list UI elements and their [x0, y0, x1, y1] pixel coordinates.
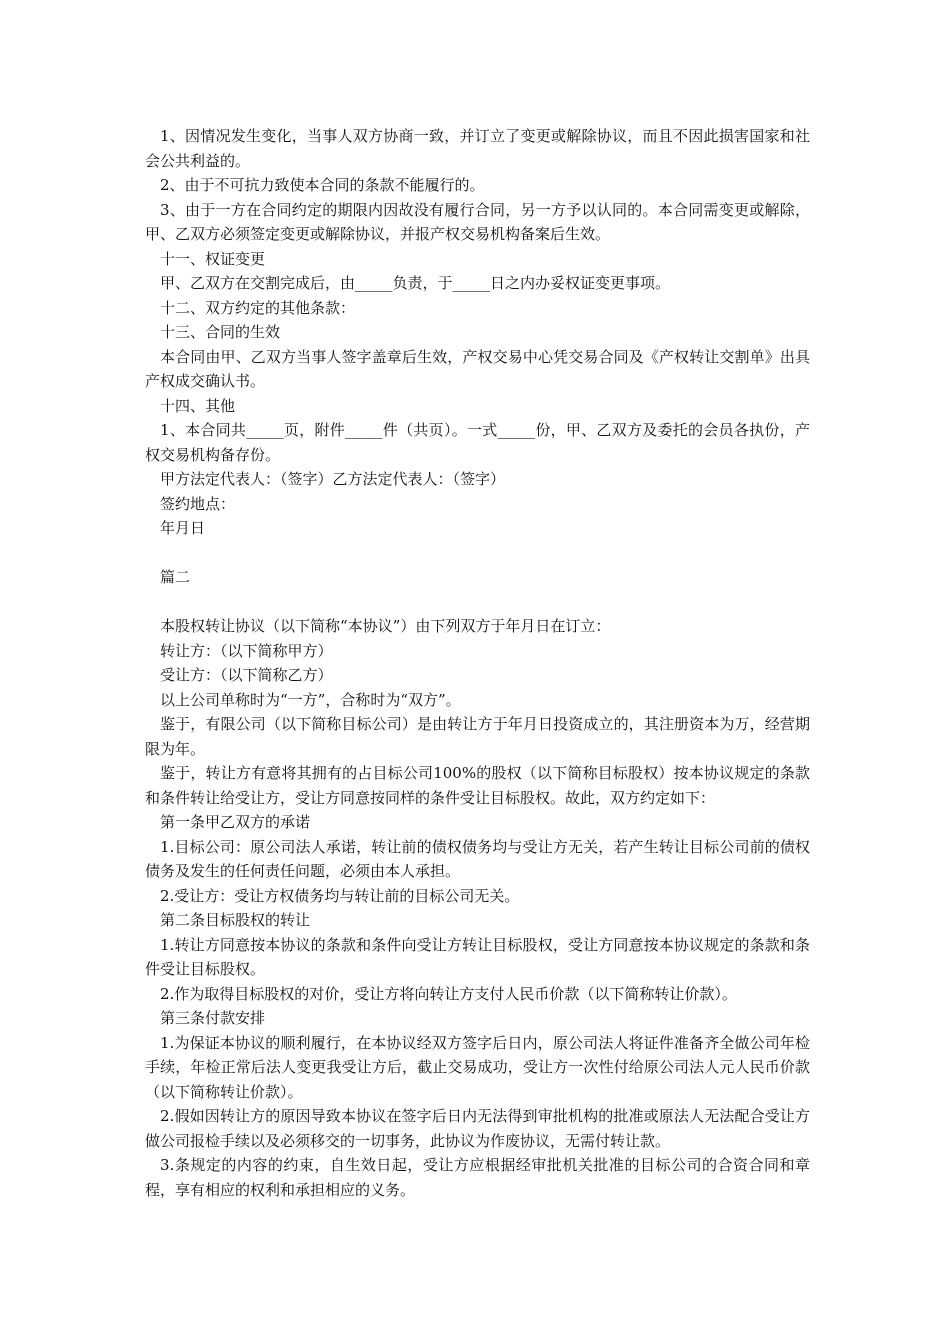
paragraph-15: 1.为保证本协议的顺利履行，在本协议经双方签字后日内，原公司法人将证件准备齐全做公司年检手续，年检正常后法人变更我受让方后，截止交易成功，受让方一次性付给原公司法人元人民币价款（以下简称转让价款）。 — [145, 1033, 810, 1101]
paragraph-8: 以上公司单称时为“一方”，合称时为“双方”。 — [160, 690, 461, 709]
section-heading-13: 十三、合同的生效 — [160, 323, 281, 341]
paragraph-9: 鉴于，有限公司（以下简称目标公司）是由转让方于年月日投资成立的，其注册资本为万，经营期限为年。 — [145, 715, 810, 758]
paragraph-2: 2、由于不可抗力致使本合同的条款不能履行的。 — [160, 176, 485, 194]
section-heading-12: 十二、双方约定的其他条款： — [160, 298, 356, 317]
spacer — [145, 541, 810, 566]
paragraph-1: 1、因情况发生变化，当事人双方协商一致，并订立了变更或解除协议，而且不因此损害国家和社会公共利益的。 — [145, 127, 810, 170]
signature-line: 甲方法定代表人：（签字）乙方法定代表人：（签字） — [160, 470, 506, 488]
paragraph-4: 甲、乙双方在交割完成后，由_____负责，于_____日之内办妥权证变更事项。 — [160, 274, 671, 292]
paragraph-3: 3、由于一方在合同约定的期限内因故没有履行合同，另一方予以认同的。本合同需变更或解除，甲、乙双方必须签定变更或解除协议，并报产权交易机构备案后生效。 — [145, 200, 810, 243]
paragraph-5: 本合同由甲、乙双方当事人签字盖章后生效，产权交易中心凭交易合同及《产权转让交割单》出具产权成交确认书。 — [145, 347, 810, 390]
paragraph-16: 2.假如因转让方的原因导致本协议在签字后日内无法得到审批机构的批准或原法人无法配合受让方做公司报检手续以及必须移交的一切事务，此协议为作废协议，无需付转让款。 — [145, 1107, 810, 1150]
paragraph-7: 本股权转让协议（以下简称“本协议”）由下列双方于年月日在订立： — [160, 617, 611, 635]
article-heading-3: 第三条付款安排 — [160, 1009, 266, 1027]
paragraph-6: 1、本合同共_____页，附件_____件（共页）。一式_____份，甲、乙双方及委托的会员各执份，产权交易机构备存份。 — [145, 421, 810, 464]
signing-date: 年月日 — [160, 519, 206, 537]
article-heading-2: 第二条目标股权的转让 — [160, 911, 311, 929]
paragraph-10: 鉴于，转让方有意将其拥有的占目标公司100%的股权（以下简称目标股权）按本协议规定的条款和条件转让给受让方，受让方同意按同样的条件受让目标股权。故此，双方约定如下： — [145, 764, 810, 807]
transferor-line: 转让方：（以下简称甲方） — [160, 641, 333, 660]
paragraph-11: 1.目标公司：原公司法人承诺，转让前的债权债务均与受让方无关，若产生转让目标公司前的债权债务及发生的任何责任问题，必须由本人承担。 — [145, 837, 810, 880]
paragraph-12: 2.受让方：受让方权债务均与转让前的目标公司无关。 — [160, 886, 520, 905]
section-heading-11: 十一、权证变更 — [160, 249, 266, 268]
spacer — [145, 590, 810, 615]
section-heading-14: 十四、其他 — [160, 396, 236, 415]
paragraph-14: 2.作为取得目标股权的对价，受让方将向转让方支付人民币价款（以下简称转让价款）。 — [160, 984, 737, 1003]
article-heading-1: 第一条甲乙双方的承诺 — [160, 813, 311, 831]
signing-place: 签约地点： — [160, 494, 236, 513]
paragraph-13: 1.转让方同意按本协议的条款和条件向受让方转让目标股权，受让方同意按本协议规定的条款和条件受让目标股权。 — [145, 935, 810, 978]
section-title: 篇二 — [160, 568, 191, 586]
paragraph-17: 3.条规定的内容的约束，自生效日起，受让方应根据经审批机关批准的目标公司的合资合同和章程，享有相应的权利和承担相应的义务。 — [145, 1156, 810, 1199]
document-page — [145, 124, 810, 1202]
transferee-line: 受让方：（以下简称乙方） — [160, 666, 333, 684]
